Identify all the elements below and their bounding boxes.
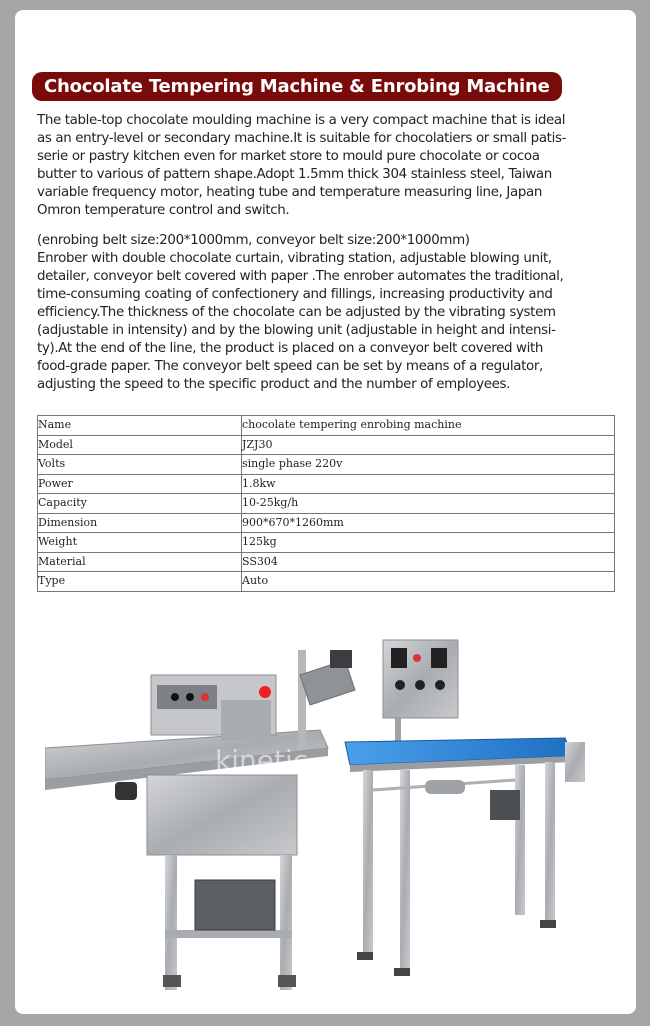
intro-line: serie or pastry kitchen even for market store to mould pure chocolate or cocoa — [37, 149, 540, 164]
table-row — [38, 552, 615, 572]
spec-key: Name — [38, 416, 242, 436]
table-row — [38, 572, 615, 592]
table-row — [38, 435, 615, 455]
enrober-line: food-grade paper. The conveyor belt speed can be set by means of a regulator, — [37, 359, 543, 374]
enrober-line: (enrobing belt size:200*1000mm, conveyor belt size:200*1000mm) — [37, 233, 470, 248]
spec-value: 10-25kg/h — [242, 494, 615, 514]
enrober-line: ty).At the end of the line, the product is placed on a conveyor belt covered with — [37, 341, 544, 356]
spec-value: 900*670*1260mm — [242, 513, 615, 533]
table-row — [38, 494, 615, 514]
page-title: Chocolate Tempering Machine & Enrobing Machine — [32, 72, 562, 101]
intro-line: variable frequency motor, heating tube and temperature measuring line, Japan — [37, 185, 542, 200]
spec-key: Capacity — [38, 494, 242, 514]
intro-line: as an entry-level or secondary machine.It is suitable for chocolatiers or small patis- — [37, 131, 567, 146]
enrober-line: adjusting the speed to the specific product and the number of employees. — [37, 377, 511, 392]
enrober-line: detailer, conveyor belt covered with paper .The enrober automates the traditional, — [37, 269, 564, 284]
machine-photo — [45, 630, 585, 990]
watermark: kinetic — [215, 744, 309, 777]
intro-line: Omron temperature control and switch. — [37, 203, 290, 218]
spec-key: Power — [38, 474, 242, 494]
table-row — [38, 474, 615, 494]
intro-line: The table-top chocolate moulding machine is a very compact machine that is ideal — [37, 113, 566, 128]
spec-key: Volts — [38, 455, 242, 475]
spec-value: SS304 — [242, 552, 615, 572]
enrober-line: (adjustable in intensity) and by the blowing unit (adjustable in height and intensi- — [37, 323, 556, 338]
spec-key: Model — [38, 435, 242, 455]
enrober-line: Enrober with double chocolate curtain, vibrating station, adjustable blowing unit, — [37, 251, 552, 266]
spec-table — [37, 415, 615, 592]
table-row — [38, 533, 615, 553]
spec-key: Weight — [38, 533, 242, 553]
spec-key: Type — [38, 572, 242, 592]
table-row — [38, 416, 615, 436]
spec-value: JZJ30 — [242, 435, 615, 455]
spec-value: single phase 220v — [242, 455, 615, 475]
enrober-paragraph — [37, 232, 615, 394]
enrober-line: efficiency.The thickness of the chocolate can be adjusted by the vibrating system — [37, 305, 556, 320]
spec-value: Auto — [242, 572, 615, 592]
spec-value: 125kg — [242, 533, 615, 553]
table-row — [38, 513, 615, 533]
content-card — [15, 10, 636, 1014]
enrober-line: time-consuming coating of confectionery and fillings, increasing productivity and — [37, 287, 553, 302]
spec-value: 1.8kw — [242, 474, 615, 494]
spec-key: Dimension — [38, 513, 242, 533]
intro-line: butter to various of pattern shape.Adopt 1.5mm thick 304 stainless steel, Taiwan — [37, 167, 552, 182]
intro-paragraph — [37, 112, 615, 220]
spec-key: Material — [38, 552, 242, 572]
table-row — [38, 455, 615, 475]
spec-value: chocolate tempering enrobing machine — [242, 416, 615, 436]
